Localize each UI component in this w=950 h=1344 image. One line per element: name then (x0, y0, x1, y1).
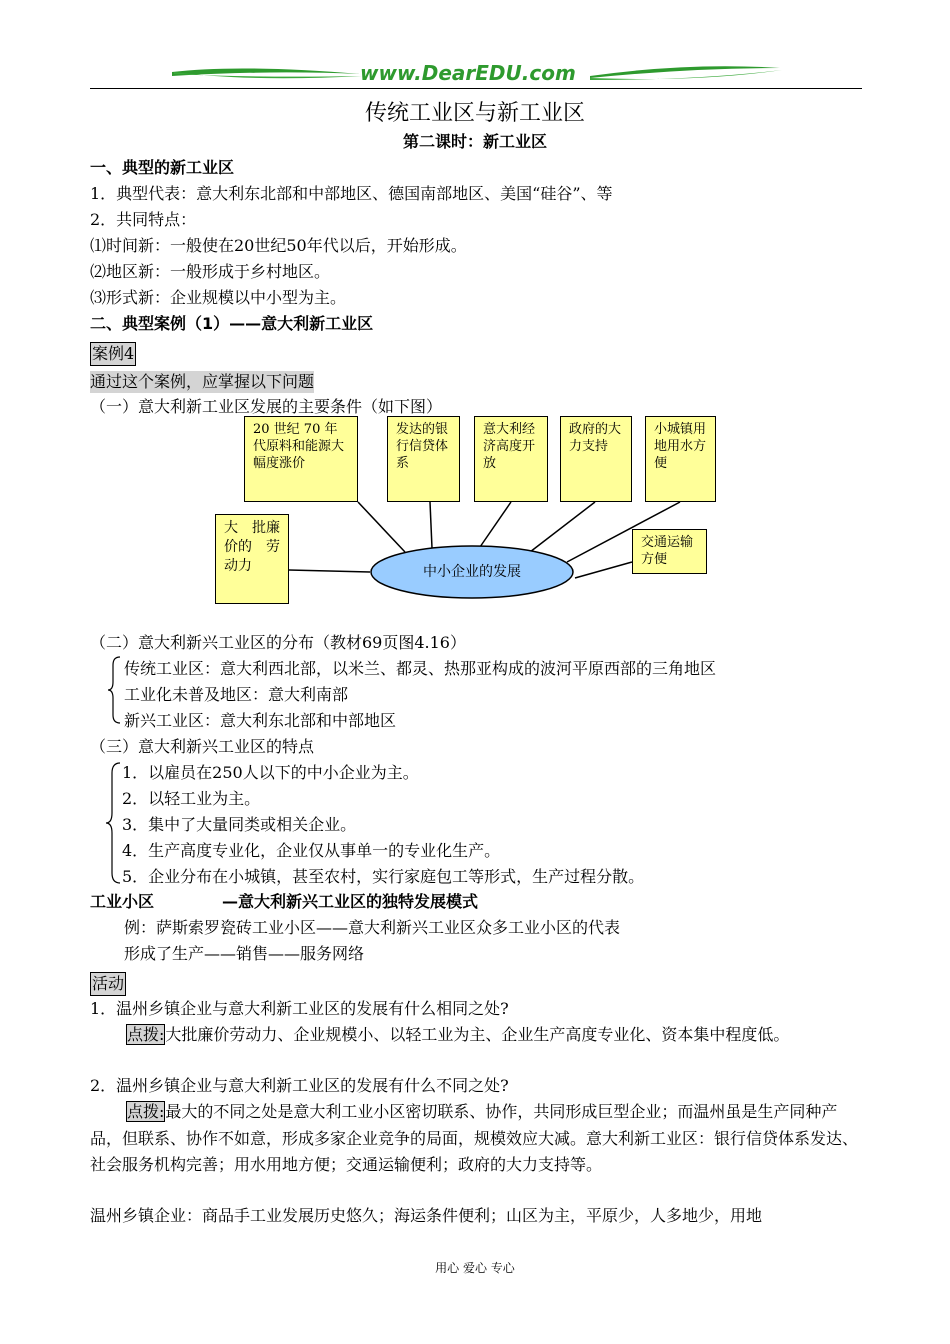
answer-1-text: 大批廉价劳动力、企业规模小、以轻工业为主、企业生产高度专业化、资本集中程度低。 (165, 1025, 790, 1044)
section3-heading: （二）意大利新兴工业区的分布（教材69页图4.16） (90, 633, 466, 652)
section5-network: 形成了生产——销售——服务网络 (124, 944, 365, 963)
left-brace-icon (104, 761, 124, 885)
connector-line (289, 570, 370, 572)
activity-label: 活动 (90, 972, 126, 996)
section1-line4: ⑵地区新：一般形成于乡村地区。 (90, 262, 331, 281)
feature-item-5: 5．企业分布在小城镇，甚至农村，实行家庭包工等形式，生产过程分散。 (122, 867, 645, 886)
diagram-connector-lines (0, 0, 950, 620)
page-subtitle: 第二课时：新工业区 (402, 132, 547, 151)
left-brace-icon (106, 655, 126, 725)
section1-line5: ⑶形式新：企业规模以中小型为主。 (90, 288, 347, 307)
page-footer: 用心 爱心 专心 (435, 1261, 515, 1275)
hint-label: 点拨: (127, 1102, 165, 1121)
connector-line (358, 502, 405, 552)
activity-question-1: 1．温州乡镇企业与意大利新工业区的发展有什么相同之处? (90, 999, 509, 1018)
connector-line (480, 502, 511, 547)
conditions-diagram (0, 0, 950, 620)
condition-box-open-economy: 意大利经济高度开放 (474, 416, 548, 502)
section5-heading-b: —意大利新兴工业区的独特发展模式 (222, 892, 479, 911)
section5-heading-a: 工业小区 (90, 892, 155, 911)
connector-line (430, 502, 432, 548)
section2-heading: 二、典型案例（1）——意大利新工业区 (90, 314, 374, 333)
activity-answer-2 (90, 1099, 862, 1179)
condition-box-labor: 大 批廉 价的 劳动力 (215, 514, 289, 604)
condition-box-transport: 交通运输方便 (632, 529, 707, 574)
distribution-item-2: 工业化未普及地区：意大利南部 (124, 685, 349, 704)
activity-answer-1 (90, 1022, 862, 1047)
section1-line1: 1．典型代表：意大利东北部和中部地区、德国南部地区、美国“硅谷”、等 (90, 184, 613, 203)
page-title: 传统工业区与新工业区 (364, 101, 585, 126)
hint-label: 点拨: (127, 1025, 165, 1044)
logo-text[interactable]: www.DearEDU.com (360, 61, 576, 85)
activity-question-2: 2．温州乡镇企业与意大利新工业区的发展有什么不同之处? (90, 1076, 509, 1095)
distribution-item-3: 新兴工业区：意大利东北部和中部地区 (124, 711, 397, 730)
case-intro: 通过这个案例，应掌握以下问题 (90, 372, 315, 391)
connector-line (530, 502, 595, 552)
condition-box-price-rise: 20 世纪 70 年代原料和能源大幅度涨价 (244, 416, 358, 502)
case-label: 案例4 (90, 342, 136, 366)
feature-item-3: 3．集中了大量同类或相关企业。 (122, 815, 357, 834)
condition-box-government: 政府的大力支持 (560, 416, 632, 502)
section1-line2: 2．共同特点： (90, 210, 197, 229)
distribution-item-1: 传统工业区：意大利西北部，以米兰、都灵、热那亚构成的波河平原西部的三角地区 (124, 659, 717, 678)
section1-heading: 一、典型的新工业区 (90, 158, 235, 177)
activity-answer-3: 温州乡镇企业：商品手工业发展历史悠久；海运条件便利；山区为主，平原少，人多地少，用地 (90, 1206, 763, 1225)
answer-2-text: 最大的不同之处是意大利工业小区密切联系、协作，共同形成巨型企业；而温州虽是生产同种产品，但联系、协作不如意，形成多家企业竞争的局面，规模效应大减。意大利新工业区：银行信贷体系发达、社会服务机构完善；用水用地方便；交通运输便利；政府的大力支持等。 (90, 1102, 859, 1174)
center-label: 中小企业的发展 (423, 564, 521, 580)
section5-example: 例：萨斯索罗瓷砖工业小区——意大利新兴工业区众多工业小区的代表 (124, 918, 621, 937)
section1-line3: ⑴时间新：一般使在20世纪50年代以后，开始形成。 (90, 236, 467, 255)
connector-line (575, 562, 632, 578)
condition-box-land-water: 小城镇用地用水方便 (645, 416, 716, 502)
section4-heading: （三）意大利新兴工业区的特点 (90, 737, 315, 756)
feature-item-4: 4．生产高度专业化，企业仅从事单一的专业化生产。 (122, 841, 501, 860)
section2-sub1: （一）意大利新工业区发展的主要条件（如下图） (90, 397, 443, 416)
condition-box-credit: 发达的银行信贷体系 (387, 416, 460, 502)
feature-item-1: 1．以雇员在250人以下的中小企业为主。 (122, 763, 419, 782)
feature-item-2: 2．以轻工业为主。 (122, 789, 261, 808)
